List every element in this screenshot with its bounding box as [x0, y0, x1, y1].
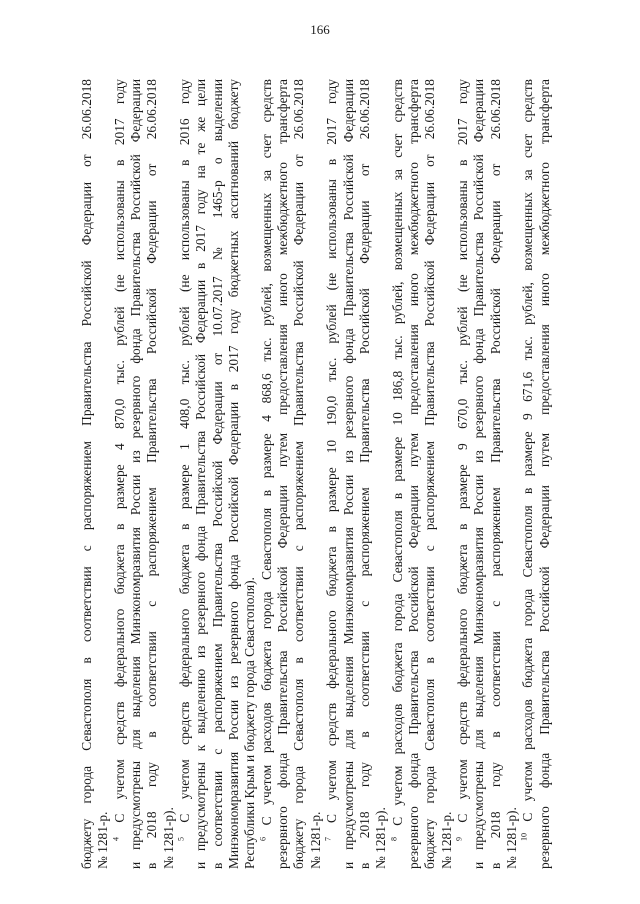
line-text: резервного фонда Правительства Российской Федерации путем предоставления иного межбюджетного трансферта [405, 79, 421, 869]
line-text: бюджету города Севастополя в соответствии с распоряжением Правительства Российской Федерации от 26.06.2018 [291, 79, 307, 869]
footnote-line-10 [520, 79, 536, 869]
text-line [537, 79, 553, 869]
line-text: бюджету города Севастополя в соответствии с распоряжением Правительства Российской Федерации от 26.06.2018 [422, 79, 438, 869]
line-text: Республики Крым и бюджету города Севастополя). [242, 577, 258, 869]
footnote-line-4 [112, 79, 128, 869]
page-number: 166 [310, 22, 330, 37]
footnote-marker: 10 [519, 833, 529, 841]
text-line [291, 79, 307, 869]
line-text: резервного фонда Правительства Российской Федерации путем предоставления иного межбюджетного трансферта [275, 79, 291, 869]
line-text: С учетом средств федерального бюджета в размере 9 670,0 тыс. рублей (не использованы в 2017 году [454, 79, 470, 823]
text-line [341, 79, 357, 869]
footnote-line-8 [390, 79, 406, 869]
line-text: С учетом средств федерального бюджета в размере 1 408,0 тыс. рублей (не использованы в 2016 году [177, 79, 193, 823]
line-text: и предусмотрены для выделения Минэкономразвития России из резервного фонда Правительства Российской Федерации [471, 79, 487, 869]
text-line [439, 79, 455, 869]
footnote-line-7 [324, 79, 340, 869]
text-line [504, 79, 520, 869]
footnote-marker: 7 [323, 837, 333, 841]
text-line [488, 79, 504, 869]
footnote-marker: 9 [454, 837, 464, 841]
text-line [144, 79, 160, 869]
text-line [79, 79, 95, 869]
line-text: С учетом расходов бюджета города Севастополя в размере 9 671,6 тыс. рублей, возмещенных за счет средств [520, 79, 536, 822]
text-line [95, 79, 111, 869]
line-text: № 1281-р). [160, 807, 176, 869]
line-text: Минэкономразвития России из резервного фонда Российской Федерации в 2017 году бюджетных ассигнований бюджету [226, 79, 242, 869]
line-text: С учетом средств федерального бюджета в размере 10 190,0 тыс. рублей (не использованы в 2017 году [324, 79, 340, 823]
text-line [308, 79, 324, 869]
footnote-line-6 [259, 79, 275, 869]
text-line [242, 79, 258, 869]
footnote-line-5 [177, 79, 193, 869]
line-text: в 2018 году в соответствии с распоряжением Правительства Российской Федерации от 26.06.2018 [356, 79, 372, 869]
line-text: № 1281-р. [438, 811, 454, 869]
line-text: № 1281-р). [503, 807, 519, 869]
text-line [373, 79, 389, 869]
line-text: № 1281-р. [95, 811, 111, 869]
line-text: С учетом расходов бюджета города Севастополя в размере 10 186,8 тыс. рублей, возмещенных за счет средств [389, 79, 405, 826]
line-text: № 1281-р). [373, 807, 389, 869]
rotated-footnotes-block [79, 79, 589, 869]
text-line [161, 79, 177, 869]
line-text: бюджету города Севастополя в соответствии с распоряжением Правительства Российской Федерации от 26.06.2018 [79, 79, 94, 869]
line-text: № 1281-р. [307, 811, 323, 869]
line-text: и предусмотрены для выделения Минэкономразвития России из резервного фонда Правительства Российской Федерации [340, 79, 356, 869]
line-text: в 2018 году в соответствии с распоряжением Правительства Российской Федерации от 26.06.2018 [144, 79, 160, 869]
text-line [406, 79, 422, 869]
footnote-marker: 8 [389, 837, 399, 841]
text-line [357, 79, 373, 869]
text-line [193, 79, 209, 869]
footnote-marker: 6 [258, 837, 268, 841]
footnote-marker: 5 [176, 837, 186, 841]
line-text: и предусмотрены к выделению из резервного фонда Правительства Российской Федерации в 2017 году на те же цели [193, 79, 209, 869]
line-text: резервного фонда Правительства Российской Федерации путем предоставления иного межбюджетного трансферта [536, 79, 552, 869]
line-text: и предусмотрены для выделения Минэкономразвития России из резервного фонда Правительства Российской Федерации [128, 79, 144, 869]
line-text: в соответствии с распоряжением Правительства Российской Федерации от 10.07.2017 № 1465-р о выделении [209, 79, 225, 869]
line-text: С учетом расходов бюджета города Севастополя в размере 4 868,6 тыс. рублей, возмещенных за счет средств [258, 79, 274, 826]
footnote-marker: 4 [111, 837, 121, 841]
text-line [226, 79, 242, 869]
footnote-line-9 [455, 79, 471, 869]
text-line [471, 79, 487, 869]
text-line [210, 79, 226, 869]
text-line [128, 79, 144, 869]
text-line [422, 79, 438, 869]
line-text: С учетом средств федерального бюджета в размере 4 870,0 тыс. рублей (не использованы в 2017 году [111, 79, 127, 823]
text-line [275, 79, 291, 869]
line-text: в 2018 году в соответствии с распоряжением Правительства Российской Федерации от 26.06.2018 [487, 79, 503, 869]
